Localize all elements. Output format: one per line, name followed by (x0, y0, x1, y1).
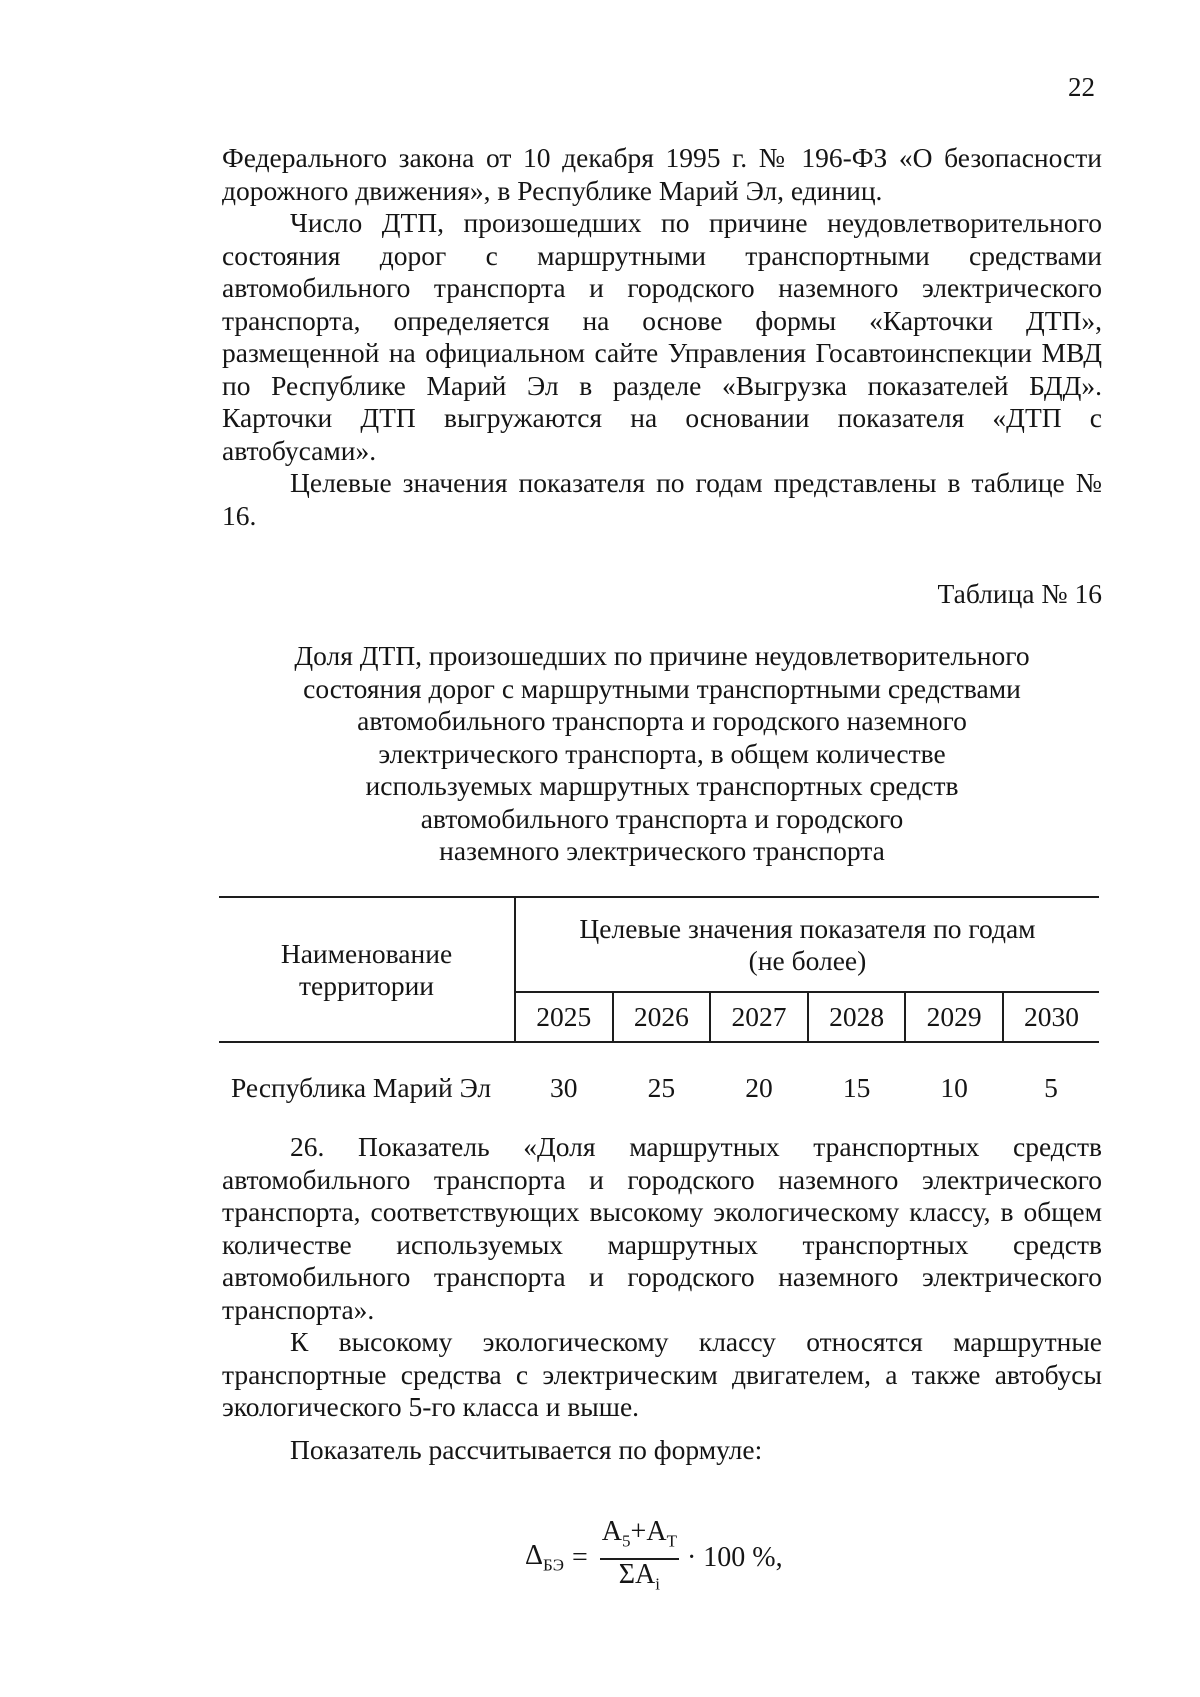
section-26-paragraph-3: Показатель рассчитывается по формуле: (290, 1433, 763, 1465)
year-header-cell: 2025 (515, 992, 613, 1042)
formula-subscript: i (655, 1574, 660, 1594)
formula-denominator (619, 1560, 660, 1600)
year-header-cell: 2029 (905, 992, 1003, 1042)
section-26-paragraph-1: 26. Показатель «Доля маршрутных транспортных средств автомобильного транспорта и городского наземного электрического транспорта, соответствующих высокому экологическому классу, в общем количестве используемых маршрутных транспортных средств автомобильного транспорта и городского наземного электрического транспорта». (222, 1131, 1102, 1325)
formula-term: A (601, 1516, 623, 1547)
formula (525, 1517, 783, 1599)
formula-subscript: 5 (622, 1531, 631, 1551)
table-label: Таблица № 16 (937, 578, 1102, 609)
target-header-line: Целевые значения показателя по годам (579, 912, 1036, 944)
intro-paragraph-1: Федерального закона от 10 декабря 1995 г. № 196-ФЗ «О безопасности дорожного движения», в Республике Марий Эл, единиц. (222, 142, 1102, 206)
table-title-line: используемых маршрутных транспортных средств (365, 770, 959, 801)
table-header-row (219, 897, 1099, 992)
table-title (222, 640, 1102, 868)
formula-fraction (600, 1517, 679, 1599)
formula-lhs-subscript: БЭ (543, 1555, 564, 1575)
formula-equals: = (572, 1542, 588, 1574)
intro-paragraph-2: Число ДТП, произошедших по причине неудовлетворительного состояния дорог с маршрутными транспортными средствами автомобильного транспорта и городского наземного электрического транспорта, определяется на основе формы «Карточки ДТП», размещенной на официальном сайте Управления Госавтоинспекции МВД по Республике Марий Эл в разделе «Выгрузка показателей БДД». Карточки ДТП выгружаются на основании показателя «ДТП с автобусами». (222, 207, 1102, 466)
section-26-paragraph-2: К высокому экологическому классу относятся маршрутные транспортные средства с электрическим двигателем, а также автобусы экологического 5-го класса и выше. (222, 1326, 1102, 1422)
year-header-cell: 2030 (1003, 992, 1099, 1042)
formula-multiplier: · 100 %, (686, 1542, 783, 1574)
territory-header-line: Наименование (280, 937, 453, 969)
year-header-cell: 2026 (613, 992, 711, 1042)
territory-header-line: территории (298, 969, 435, 1001)
value-cell: 5 (1044, 1072, 1058, 1103)
formula-term: A (646, 1516, 667, 1547)
formula-lhs (525, 1540, 564, 1576)
table-title-line: наземного электрического транспорта (439, 835, 885, 866)
section-26-text (222, 1131, 1102, 1466)
table-title-line: состояния дорог с маршрутными транспортными средствами (303, 672, 1021, 704)
table-title-line: Доля ДТП, произошедших по причине неудовлетворительного (294, 640, 1030, 671)
target-header-line: (не более) (748, 944, 867, 976)
target-values-header (515, 897, 1099, 992)
formula-sum-term: ΣA (618, 1558, 656, 1590)
page-number: 22 (1068, 72, 1095, 102)
year-header-cell: 2027 (710, 992, 808, 1042)
table-row (219, 1063, 1099, 1113)
intro-paragraph-3: Целевые значения показателя по годам представлены в таблице № 16. (222, 467, 1102, 531)
region-name-cell: Республика Марий Эл (231, 1072, 492, 1103)
value-cell: 25 (647, 1072, 676, 1103)
target-values-table (219, 896, 1099, 1113)
formula-subscript: T (666, 1531, 677, 1551)
table-title-line: автомобильного транспорта и городского (420, 802, 904, 834)
table-spacer-cell (219, 1042, 1099, 1063)
formula-plus: + (630, 1516, 647, 1547)
value-cell: 10 (940, 1072, 968, 1103)
table-title-line: автомобильного транспорта и городского наземного (357, 705, 967, 736)
value-cell: 15 (842, 1072, 871, 1103)
territory-column-header (219, 897, 515, 1042)
value-cell: 30 (550, 1072, 578, 1103)
formula-delta-symbol: Δ (525, 1540, 544, 1572)
table-spacer-row (219, 1042, 1099, 1063)
intro-text (222, 142, 1102, 532)
table-title-line: электрического транспорта, в общем количестве (378, 737, 946, 769)
value-cell: 20 (745, 1072, 773, 1103)
year-header-cell: 2028 (808, 992, 906, 1042)
formula-numerator (600, 1517, 679, 1560)
